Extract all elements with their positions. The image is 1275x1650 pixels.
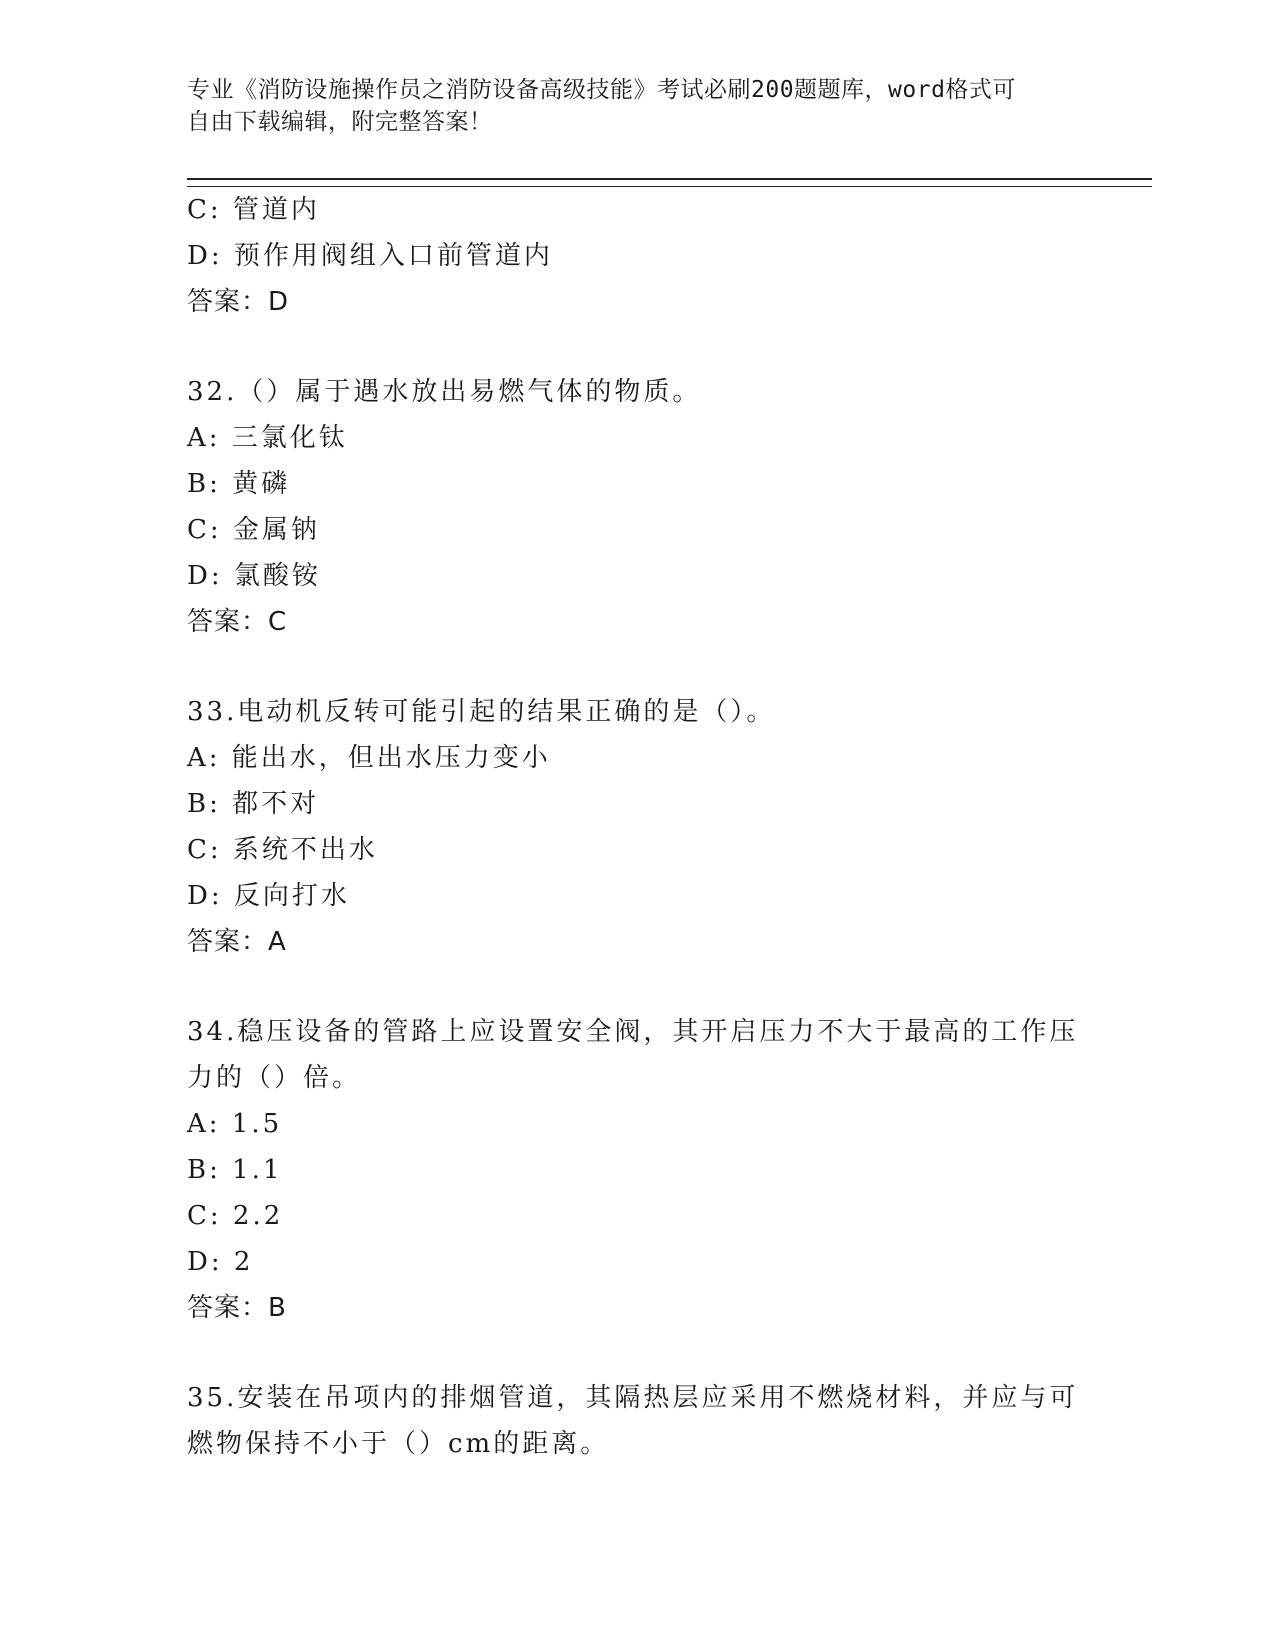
question-34 bbox=[187, 1009, 1087, 1331]
answer-line: 答案：A bbox=[187, 927, 287, 957]
option-a: A: 1.5 bbox=[187, 1109, 283, 1139]
answer-line: 答案：B bbox=[187, 1293, 287, 1323]
question-stem: 33.电动机反转可能引起的结果正确的是（）。 bbox=[187, 697, 776, 727]
option-a: A: 三氯化钛 bbox=[187, 423, 348, 453]
page-header bbox=[187, 74, 1067, 138]
question-list bbox=[187, 187, 1087, 1467]
question-stem-line-1: 34.稳压设备的管路上应设置安全阀，其开启压力不大于最高的工作压 bbox=[187, 1017, 1079, 1047]
question-32 bbox=[187, 369, 1087, 645]
answer-line: 答案：C bbox=[187, 607, 288, 637]
option-b: B: 黄磷 bbox=[187, 469, 291, 499]
question-stem-line-2: 燃物保持不小于（）cm的距离。 bbox=[187, 1429, 610, 1459]
option-c: C: 金属钠 bbox=[187, 515, 320, 545]
option-d: D: 2 bbox=[187, 1247, 254, 1277]
option-b: B: 都不对 bbox=[187, 789, 320, 819]
header-title-line-2: 自由下载编辑，附完整答案！ bbox=[187, 109, 493, 135]
option-d: D: 反向打水 bbox=[187, 881, 350, 911]
option-d: D: 预作用阀组入口前管道内 bbox=[187, 241, 553, 271]
option-a: A: 能出水，但出水压力变小 bbox=[187, 743, 551, 773]
question-35 bbox=[187, 1375, 1087, 1467]
option-d: D: 氯酸铵 bbox=[187, 561, 321, 591]
header-divider bbox=[187, 178, 1152, 187]
question-stem-line-2: 力的（）倍。 bbox=[187, 1063, 362, 1093]
option-c: C: 2.2 bbox=[187, 1201, 284, 1231]
question-stem: 32.（）属于遇水放出易燃气体的物质。 bbox=[187, 377, 702, 407]
answer-line: 答案：D bbox=[187, 287, 290, 317]
option-c: C: 系统不出水 bbox=[187, 835, 378, 865]
question-stem-line-1: 35.安装在吊项内的排烟管道，其隔热层应采用不燃烧材料，并应与可 bbox=[187, 1383, 1079, 1413]
option-b: B: 1.1 bbox=[187, 1155, 283, 1185]
header-title-line-1: 专业《消防设施操作员之消防设备高级技能》考试必刷200题题库，word格式可 bbox=[187, 77, 1016, 103]
option-c: C: 管道内 bbox=[187, 195, 320, 225]
carryover-question bbox=[187, 187, 1087, 325]
question-33 bbox=[187, 689, 1087, 965]
